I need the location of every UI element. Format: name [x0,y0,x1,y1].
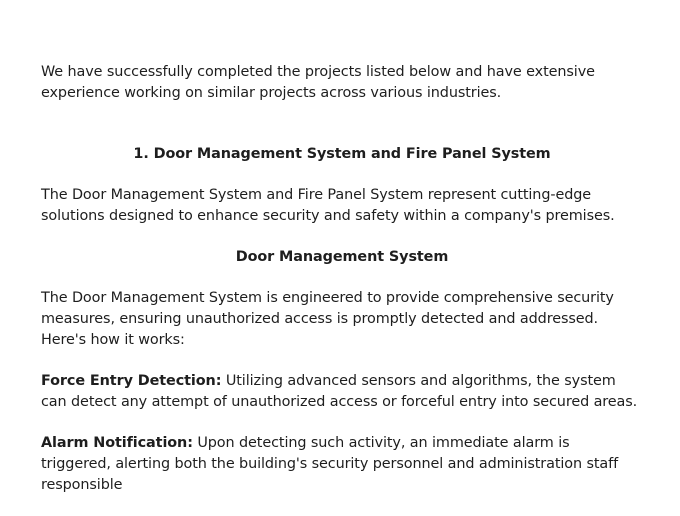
intro-paragraph: We have successfully completed the projects listed below and have extensive experience working on similar projects across various industries. [41,64,595,101]
feature-force-entry [41,371,643,413]
subsection-description: The Door Management System is engineered to provide comprehensive security measures, ensuring unauthorized access is promptly detected and addressed. Here's how it works: [41,290,614,348]
subsection-heading: Door Management System [235,249,449,265]
feature-alarm-notification [41,433,643,496]
section-description: The Door Management System and Fire Panel System represent cutting-edge solutions designed to enhance security and safety within a company's premises. [41,187,615,224]
document-body [41,62,643,516]
feature-text: Upon detecting such activity, an immediate alarm is triggered, alerting both the building's security personnel and administration staff responsible [41,435,619,493]
feature-label: Alarm Notification: [41,435,193,451]
feature-text: Utilizing advanced sensors and algorithms, the system can detect any attempt of unauthorized access or forceful entry into secured areas. [41,373,638,410]
section-heading: 1. Door Management System and Fire Panel System [133,146,551,162]
feature-label: Force Entry Detection: [41,373,222,389]
